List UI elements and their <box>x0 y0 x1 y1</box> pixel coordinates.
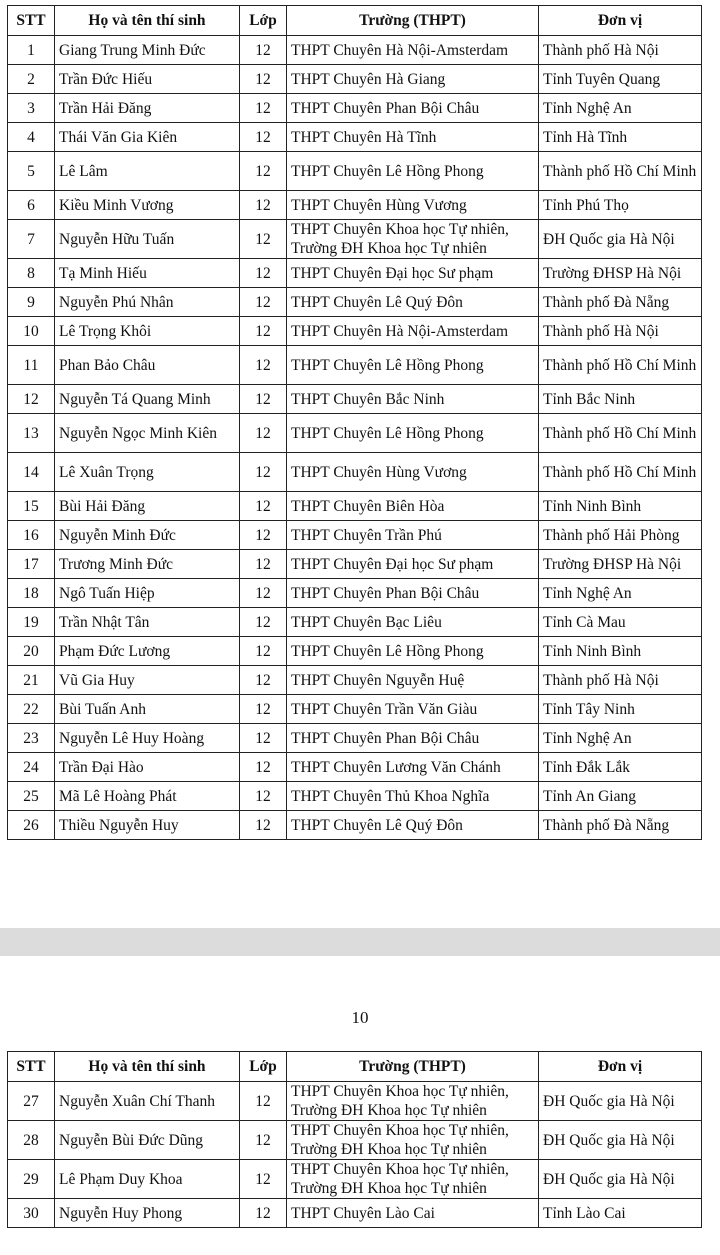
cell-lop: 12 <box>240 521 287 550</box>
cell-name: Nguyễn Minh Đức <box>55 521 240 550</box>
cell-school: THPT Chuyên Lê Hồng Phong <box>287 637 539 666</box>
table-row <box>8 65 702 94</box>
cell-stt: 6 <box>8 191 55 220</box>
table-row <box>8 1199 702 1228</box>
cell-stt: 17 <box>8 550 55 579</box>
cell-school: THPT Chuyên Lê Hồng Phong <box>287 346 539 385</box>
cell-name: Trần Nhật Tân <box>55 608 240 637</box>
page-separator <box>0 928 720 956</box>
cell-school: THPT Chuyên Khoa học Tự nhiên, Trường ĐH Khoa học Tự nhiên <box>287 1160 539 1199</box>
cell-stt: 22 <box>8 695 55 724</box>
cell-name: Phạm Đức Lương <box>55 637 240 666</box>
cell-stt: 10 <box>8 317 55 346</box>
table-row <box>8 1121 702 1160</box>
cell-name: Nguyễn Phú Nhân <box>55 288 240 317</box>
table-row <box>8 666 702 695</box>
candidate-table-top <box>7 5 702 840</box>
table-row <box>8 453 702 492</box>
cell-school: THPT Chuyên Phan Bội Châu <box>287 94 539 123</box>
cell-name: Nguyễn Huy Phong <box>55 1199 240 1228</box>
cell-school: THPT Chuyên Hà Nội-Amsterdam <box>287 36 539 65</box>
header-stt: STT <box>8 1052 55 1082</box>
cell-stt: 24 <box>8 753 55 782</box>
cell-stt: 29 <box>8 1160 55 1199</box>
cell-school: THPT Chuyên Lương Văn Chánh <box>287 753 539 782</box>
cell-name: Nguyễn Bùi Đức Dũng <box>55 1121 240 1160</box>
cell-school: THPT Chuyên Hùng Vương <box>287 453 539 492</box>
table-row <box>8 608 702 637</box>
cell-unit: Tỉnh Đắk Lắk <box>539 753 702 782</box>
table-body-bottom <box>8 1082 702 1228</box>
table-row <box>8 317 702 346</box>
header-unit: Đơn vị <box>539 1052 702 1082</box>
table-row <box>8 695 702 724</box>
cell-unit: Tỉnh Bắc Ninh <box>539 385 702 414</box>
cell-school: THPT Chuyên Lê Hồng Phong <box>287 152 539 191</box>
cell-lop: 12 <box>240 753 287 782</box>
table-row <box>8 36 702 65</box>
cell-unit: Thành phố Đà Nẵng <box>539 811 702 840</box>
cell-stt: 9 <box>8 288 55 317</box>
header-school: Trường (THPT) <box>287 1052 539 1082</box>
cell-unit: Thành phố Đà Nẵng <box>539 288 702 317</box>
cell-name: Nguyễn Xuân Chí Thanh <box>55 1082 240 1121</box>
table-row <box>8 288 702 317</box>
cell-unit: Tỉnh An Giang <box>539 782 702 811</box>
cell-school: THPT Chuyên Đại học Sư phạm <box>287 259 539 288</box>
cell-stt: 25 <box>8 782 55 811</box>
cell-lop: 12 <box>240 1199 287 1228</box>
cell-unit: Tỉnh Ninh Bình <box>539 492 702 521</box>
cell-school: THPT Chuyên Hà Nội-Amsterdam <box>287 317 539 346</box>
cell-school: THPT Chuyên Bạc Liêu <box>287 608 539 637</box>
cell-name: Nguyễn Lê Huy Hoàng <box>55 724 240 753</box>
cell-school: THPT Chuyên Lào Cai <box>287 1199 539 1228</box>
cell-lop: 12 <box>240 724 287 753</box>
cell-unit: Thành phố Hồ Chí Minh <box>539 152 702 191</box>
cell-unit: Tỉnh Tây Ninh <box>539 695 702 724</box>
cell-school: THPT Chuyên Phan Bội Châu <box>287 579 539 608</box>
cell-name: Bùi Tuấn Anh <box>55 695 240 724</box>
cell-unit: Thành phố Hà Nội <box>539 36 702 65</box>
cell-school: THPT Chuyên Hùng Vương <box>287 191 539 220</box>
cell-stt: 3 <box>8 94 55 123</box>
cell-lop: 12 <box>240 550 287 579</box>
cell-name: Bùi Hải Đăng <box>55 492 240 521</box>
table-row <box>8 521 702 550</box>
cell-school: THPT Chuyên Khoa học Tự nhiên, Trường ĐH Khoa học Tự nhiên <box>287 1082 539 1121</box>
cell-school: THPT Chuyên Đại học Sư phạm <box>287 550 539 579</box>
cell-lop: 12 <box>240 666 287 695</box>
cell-unit: Tỉnh Nghệ An <box>539 724 702 753</box>
cell-stt: 26 <box>8 811 55 840</box>
cell-name: Trần Đức Hiếu <box>55 65 240 94</box>
cell-name: Nguyễn Hữu Tuấn <box>55 220 240 259</box>
header-stt: STT <box>8 6 55 36</box>
cell-stt: 28 <box>8 1121 55 1160</box>
cell-stt: 14 <box>8 453 55 492</box>
cell-unit: ĐH Quốc gia Hà Nội <box>539 1082 702 1121</box>
cell-unit: Thành phố Hồ Chí Minh <box>539 346 702 385</box>
cell-stt: 30 <box>8 1199 55 1228</box>
cell-school: THPT Chuyên Hà Giang <box>287 65 539 94</box>
table-row <box>8 346 702 385</box>
cell-unit: Tỉnh Lào Cai <box>539 1199 702 1228</box>
cell-school: THPT Chuyên Khoa học Tự nhiên, Trường ĐH Khoa học Tự nhiên <box>287 1121 539 1160</box>
table-row <box>8 152 702 191</box>
cell-stt: 27 <box>8 1082 55 1121</box>
cell-stt: 23 <box>8 724 55 753</box>
cell-unit: Tỉnh Hà Tĩnh <box>539 123 702 152</box>
cell-school: THPT Chuyên Trần Phú <box>287 521 539 550</box>
cell-unit: Thành phố Hải Phòng <box>539 521 702 550</box>
cell-stt: 15 <box>8 492 55 521</box>
cell-lop: 12 <box>240 637 287 666</box>
table-row <box>8 414 702 453</box>
cell-unit: Tỉnh Nghệ An <box>539 579 702 608</box>
cell-lop: 12 <box>240 152 287 191</box>
cell-unit: ĐH Quốc gia Hà Nội <box>539 1160 702 1199</box>
table-row <box>8 724 702 753</box>
table-body-top <box>8 36 702 840</box>
cell-stt: 1 <box>8 36 55 65</box>
cell-lop: 12 <box>240 385 287 414</box>
table-row <box>8 492 702 521</box>
table-row <box>8 579 702 608</box>
cell-lop: 12 <box>240 414 287 453</box>
header-school: Trường (THPT) <box>287 6 539 36</box>
cell-school: THPT Chuyên Nguyễn Huệ <box>287 666 539 695</box>
cell-name: Thái Văn Gia Kiên <box>55 123 240 152</box>
cell-name: Nguyễn Tá Quang Minh <box>55 385 240 414</box>
cell-stt: 13 <box>8 414 55 453</box>
cell-unit: Tỉnh Phú Thọ <box>539 191 702 220</box>
table-header-row <box>8 1052 702 1082</box>
cell-stt: 16 <box>8 521 55 550</box>
cell-lop: 12 <box>240 191 287 220</box>
cell-name: Lê Xuân Trọng <box>55 453 240 492</box>
cell-lop: 12 <box>240 288 287 317</box>
table-row <box>8 782 702 811</box>
table-row <box>8 94 702 123</box>
cell-lop: 12 <box>240 695 287 724</box>
document-page-bottom <box>0 956 720 1255</box>
cell-stt: 2 <box>8 65 55 94</box>
header-unit: Đơn vị <box>539 6 702 36</box>
page-number: 10 <box>351 1008 369 1027</box>
cell-school: THPT Chuyên Thủ Khoa Nghĩa <box>287 782 539 811</box>
cell-unit: Tỉnh Nghệ An <box>539 94 702 123</box>
cell-stt: 11 <box>8 346 55 385</box>
cell-name: Thiều Nguyễn Huy <box>55 811 240 840</box>
header-name: Họ và tên thí sinh <box>55 6 240 36</box>
cell-unit: ĐH Quốc gia Hà Nội <box>539 220 702 259</box>
cell-name: Trương Minh Đức <box>55 550 240 579</box>
cell-name: Phan Bảo Châu <box>55 346 240 385</box>
cell-lop: 12 <box>240 220 287 259</box>
table-row <box>8 1082 702 1121</box>
table-row <box>8 123 702 152</box>
cell-school: THPT Chuyên Trần Văn Giàu <box>287 695 539 724</box>
cell-stt: 7 <box>8 220 55 259</box>
cell-lop: 12 <box>240 346 287 385</box>
cell-unit: ĐH Quốc gia Hà Nội <box>539 1121 702 1160</box>
candidate-table-bottom <box>7 1051 702 1228</box>
table-row <box>8 191 702 220</box>
cell-unit: Thành phố Hồ Chí Minh <box>539 453 702 492</box>
cell-unit: Tỉnh Tuyên Quang <box>539 65 702 94</box>
cell-school: THPT Chuyên Khoa học Tự nhiên, Trường ĐH Khoa học Tự nhiên <box>287 220 539 259</box>
cell-stt: 12 <box>8 385 55 414</box>
cell-lop: 12 <box>240 492 287 521</box>
cell-name: Lê Phạm Duy Khoa <box>55 1160 240 1199</box>
header-lop: Lớp <box>240 1052 287 1082</box>
cell-name: Giang Trung Minh Đức <box>55 36 240 65</box>
cell-stt: 19 <box>8 608 55 637</box>
cell-name: Vũ Gia Huy <box>55 666 240 695</box>
cell-name: Trần Hải Đăng <box>55 94 240 123</box>
cell-unit: Thành phố Hà Nội <box>539 666 702 695</box>
cell-stt: 5 <box>8 152 55 191</box>
cell-lop: 12 <box>240 123 287 152</box>
cell-name: Nguyễn Ngọc Minh Kiên <box>55 414 240 453</box>
cell-lop: 12 <box>240 1082 287 1121</box>
table-row <box>8 637 702 666</box>
cell-unit: Thành phố Hồ Chí Minh <box>539 414 702 453</box>
cell-name: Ngô Tuấn Hiệp <box>55 579 240 608</box>
cell-unit: Tỉnh Cà Mau <box>539 608 702 637</box>
cell-school: THPT Chuyên Biên Hòa <box>287 492 539 521</box>
table-row <box>8 259 702 288</box>
table-row <box>8 1160 702 1199</box>
header-name: Họ và tên thí sinh <box>55 1052 240 1082</box>
cell-lop: 12 <box>240 579 287 608</box>
cell-lop: 12 <box>240 36 287 65</box>
cell-school: THPT Chuyên Lê Hồng Phong <box>287 414 539 453</box>
cell-lop: 12 <box>240 1160 287 1199</box>
cell-lop: 12 <box>240 608 287 637</box>
cell-lop: 12 <box>240 1121 287 1160</box>
cell-unit: Thành phố Hà Nội <box>539 317 702 346</box>
cell-lop: 12 <box>240 782 287 811</box>
cell-unit: Trường ĐHSP Hà Nội <box>539 259 702 288</box>
table-row <box>8 385 702 414</box>
cell-lop: 12 <box>240 317 287 346</box>
cell-unit: Tỉnh Ninh Bình <box>539 637 702 666</box>
cell-school: THPT Chuyên Phan Bội Châu <box>287 724 539 753</box>
cell-name: Tạ Minh Hiếu <box>55 259 240 288</box>
cell-lop: 12 <box>240 453 287 492</box>
cell-school: THPT Chuyên Lê Quý Đôn <box>287 811 539 840</box>
table-header-row <box>8 6 702 36</box>
cell-name: Lê Lâm <box>55 152 240 191</box>
table-row <box>8 811 702 840</box>
cell-school: THPT Chuyên Bắc Ninh <box>287 385 539 414</box>
cell-unit: Trường ĐHSP Hà Nội <box>539 550 702 579</box>
cell-lop: 12 <box>240 811 287 840</box>
cell-school: THPT Chuyên Hà Tĩnh <box>287 123 539 152</box>
cell-name: Mã Lê Hoàng Phát <box>55 782 240 811</box>
header-lop: Lớp <box>240 6 287 36</box>
cell-name: Lê Trọng Khôi <box>55 317 240 346</box>
cell-name: Trần Đại Hào <box>55 753 240 782</box>
table-row <box>8 550 702 579</box>
table-row <box>8 753 702 782</box>
cell-name: Kiều Minh Vương <box>55 191 240 220</box>
cell-stt: 4 <box>8 123 55 152</box>
cell-stt: 20 <box>8 637 55 666</box>
cell-stt: 18 <box>8 579 55 608</box>
table-row <box>8 220 702 259</box>
cell-lop: 12 <box>240 65 287 94</box>
cell-lop: 12 <box>240 94 287 123</box>
cell-stt: 8 <box>8 259 55 288</box>
cell-school: THPT Chuyên Lê Quý Đôn <box>287 288 539 317</box>
cell-lop: 12 <box>240 259 287 288</box>
cell-stt: 21 <box>8 666 55 695</box>
